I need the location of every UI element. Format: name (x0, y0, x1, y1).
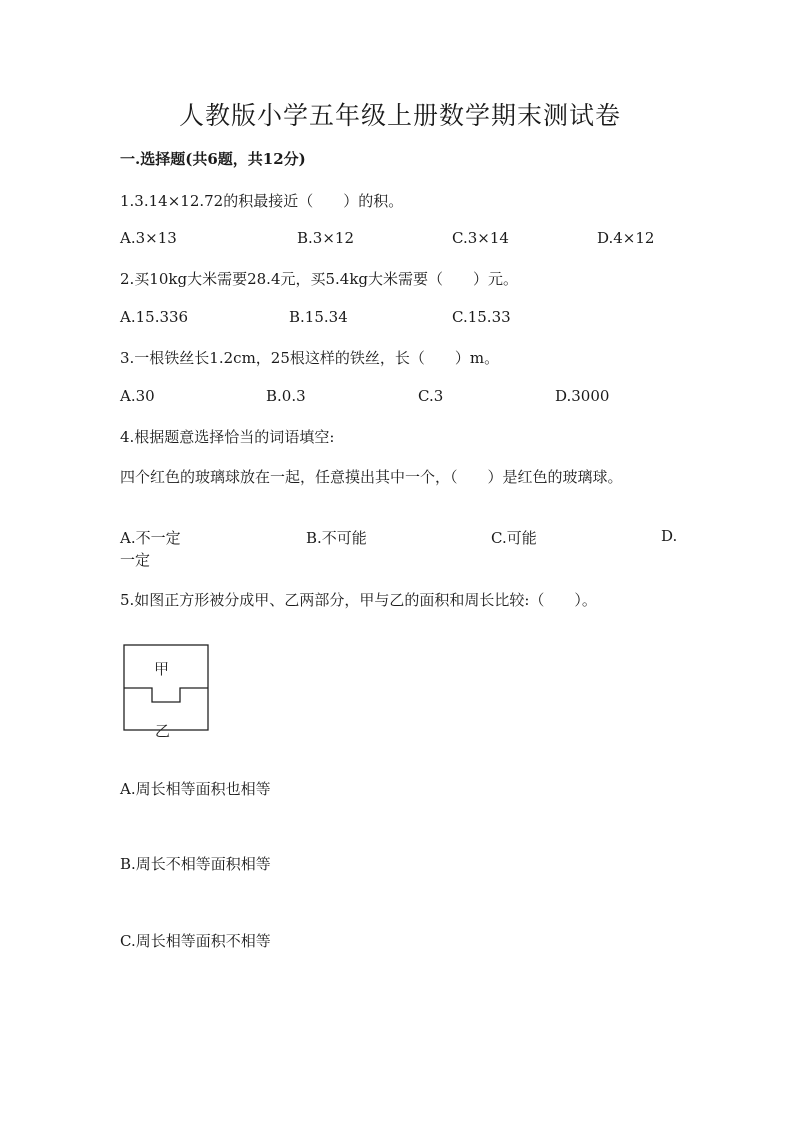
page-title: 人教版小学五年级上册数学期末测试卷 (178, 101, 621, 130)
question-1-text: 1.3.14×12.72的积最接近（ ）的积。 (120, 192, 404, 210)
question-4-option-c: C.可能 (491, 529, 537, 547)
question-4-option-a: A.不一定 (120, 529, 181, 547)
question-3-option-d: D.3000 (555, 387, 610, 405)
question-4-option-d: D. (661, 527, 678, 545)
square-division-figure (118, 640, 218, 744)
label-yi: 乙 (155, 722, 171, 740)
question-5-option-a: A.周长相等面积也相等 (120, 780, 271, 798)
question-1-option-a: A.3×13 (120, 229, 177, 247)
question-3-option-b: B.0.3 (266, 387, 306, 405)
question-2-text: 2.买10kg大米需要28.4元，买5.4kg大米需要（ ）元。 (120, 270, 519, 288)
question-1-option-b: B.3×12 (297, 229, 354, 247)
question-2-option-c: C.15.33 (452, 308, 511, 326)
question-3-option-c: C.3 (418, 387, 444, 405)
question-4-text: 4.根据题意选择恰当的词语填空: (120, 428, 335, 446)
question-1-option-c: C.3×14 (452, 229, 509, 247)
question-2-option-a: A.15.336 (120, 308, 189, 326)
question-4-subtext: 四个红色的玻璃球放在一起，任意摸出其中一个，（ ）是红色的玻璃球。 (120, 468, 623, 486)
label-jia: 甲 (154, 660, 170, 678)
question-4-option-b: B.不可能 (306, 529, 367, 547)
question-1-option-d: D.4×12 (597, 229, 655, 247)
question-4-option-d-wrap: 一定 (120, 551, 151, 569)
square-diagram (118, 640, 218, 740)
question-5-option-b: B.周长不相等面积相等 (120, 855, 271, 873)
section-heading: 一.选择题(共6题，共12分) (120, 150, 306, 168)
question-3-text: 3.一根铁丝长1.2cm，25根这样的铁丝，长（ ）m。 (120, 349, 500, 367)
question-5-text: 5.如图正方形被分成甲、乙两部分，甲与乙的面积和周长比较:（ ）。 (120, 591, 597, 609)
question-5-option-c: C.周长相等面积不相等 (120, 932, 271, 950)
dividing-line (124, 688, 208, 702)
question-2-option-b: B.15.34 (289, 308, 348, 326)
question-3-option-a: A.30 (120, 387, 155, 405)
